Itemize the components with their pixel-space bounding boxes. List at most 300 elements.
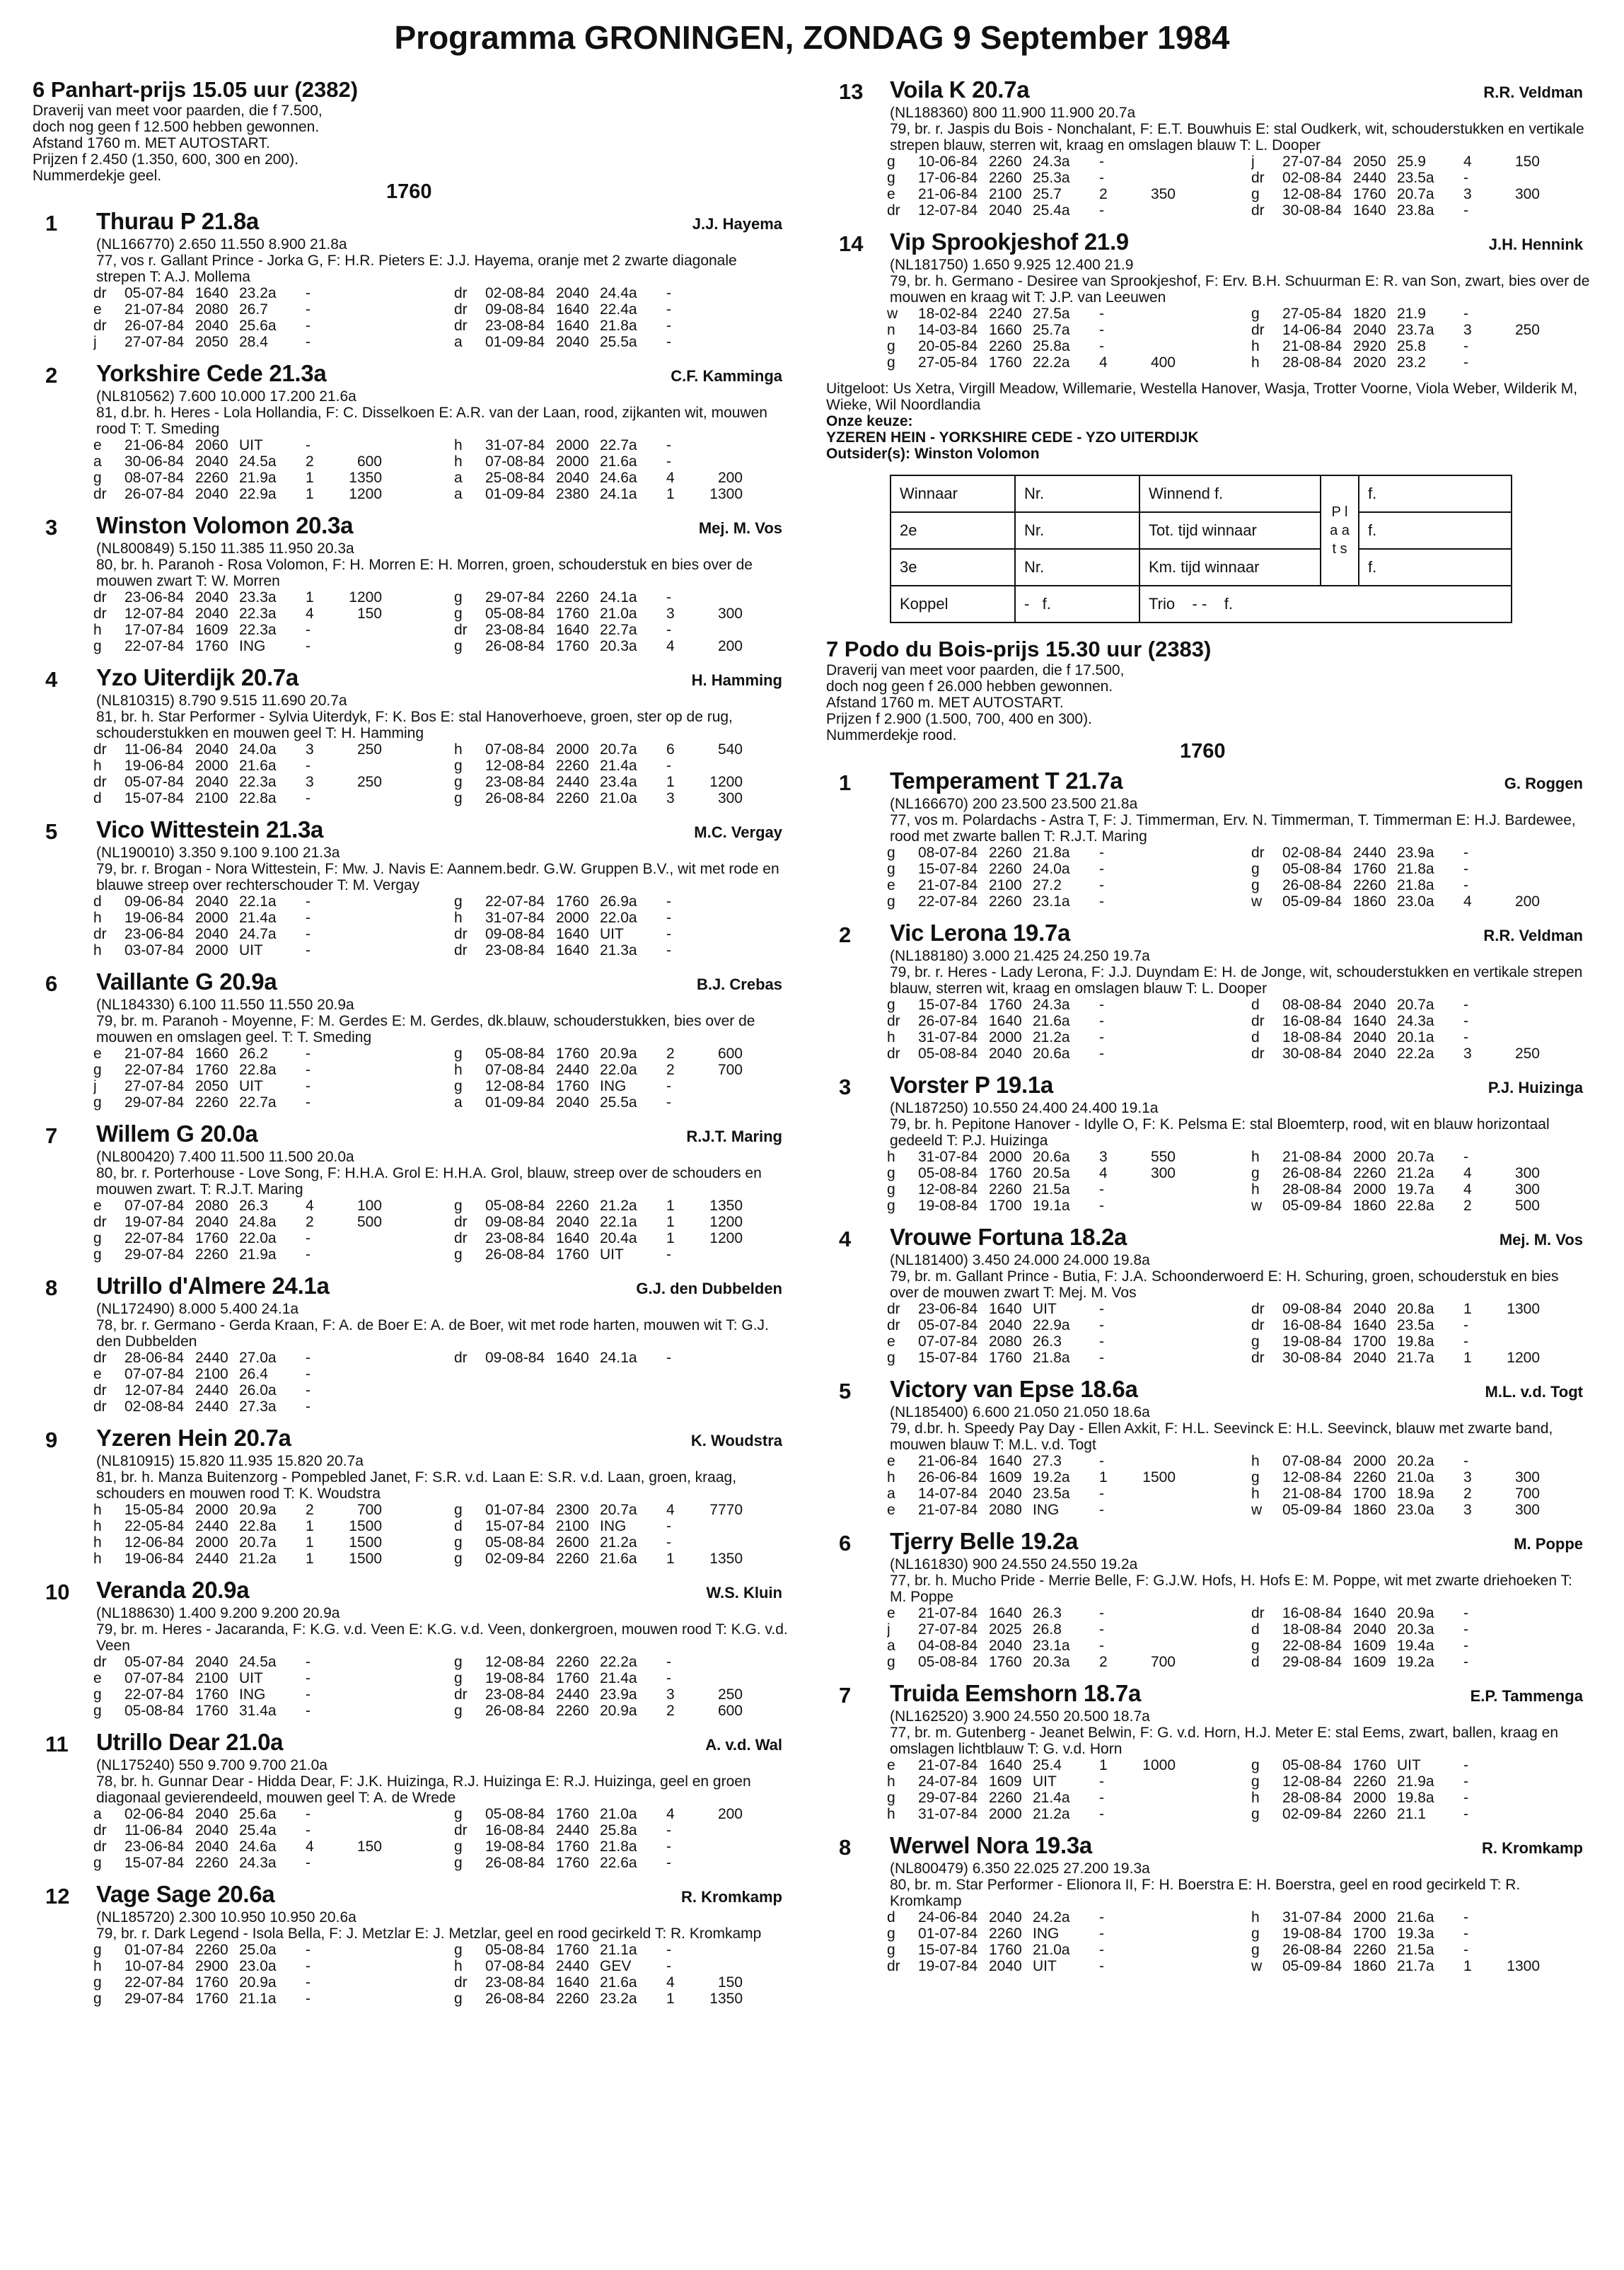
result-row (1251, 1453, 1604, 1469)
result-cell: 31-07-84 (918, 1149, 978, 1165)
result-row (1251, 1333, 1604, 1350)
result-cell: 27.3a (239, 1399, 277, 1415)
result-cell (746, 1654, 804, 1670)
result-cell: 24.0a (239, 741, 277, 758)
horse-number: 14 (839, 231, 864, 256)
result-cell: - (666, 1094, 671, 1111)
result-cell (1137, 1453, 1178, 1469)
horse-name: Winston Volomon 20.3a (96, 512, 354, 538)
result-form-table (890, 475, 1512, 623)
result-cell (385, 486, 443, 502)
result-cell: 4 (666, 638, 675, 654)
result-cell (1137, 1605, 1178, 1621)
result-row (93, 1958, 443, 1974)
result-cell: dr (454, 1822, 468, 1838)
result-cell: 21.4a (600, 758, 637, 774)
dash: - (1024, 595, 1030, 613)
result-cell: 21.8a (600, 318, 637, 334)
horse-stats: (NL188360) 800 11.900 11.900 20.7a (890, 105, 1136, 121)
result-cell: 22.9a (1033, 1317, 1070, 1333)
result-cell: - (666, 453, 671, 470)
result-cell: j (93, 334, 97, 350)
result-cell: 300 (1514, 1165, 1540, 1181)
result-cell (1502, 1317, 1543, 1333)
result-row (93, 926, 443, 942)
result-cell: 25.4 (1033, 1757, 1062, 1773)
result-row (93, 1350, 443, 1366)
result-cell: 20.1a (1397, 1029, 1434, 1046)
horse-number: 2 (839, 922, 852, 947)
result-cell: g (887, 338, 895, 354)
result-cell: g (93, 1703, 102, 1719)
result-cell (704, 1399, 746, 1415)
horse-header (33, 360, 804, 388)
result-cell: 250 (356, 741, 382, 758)
result-row (1251, 1165, 1604, 1181)
result-row (93, 1942, 443, 1958)
result-cell: g (454, 790, 463, 806)
result-cell (344, 893, 385, 910)
result-cell (385, 622, 443, 638)
result-cell (385, 301, 443, 318)
horse-name: Tjerry Belle 19.2a (890, 1528, 1079, 1554)
result-cell: 23.1a (1033, 1638, 1070, 1654)
result-cell (746, 1382, 804, 1399)
result-cell: 1760 (556, 1838, 589, 1855)
horse-stats: (NL162520) 3.900 24.550 20.500 18.7a (890, 1708, 1150, 1725)
horse-header (826, 1680, 1604, 1708)
result-cell: 1760 (556, 606, 589, 622)
result-row (454, 1654, 804, 1670)
result-cell: 2 (666, 1703, 675, 1719)
result-cell: 2900 (195, 1958, 228, 1974)
result-cell: - (306, 1806, 311, 1822)
horse-entry (33, 1881, 804, 2007)
result-row (1251, 1654, 1604, 1670)
result-cell (385, 1806, 443, 1822)
result-cell: 22-07-84 (124, 1974, 185, 1991)
result-cell: e (93, 437, 102, 453)
result-cell: 26-08-84 (1282, 1942, 1342, 1958)
result-row (454, 926, 804, 942)
result-cell (344, 1062, 385, 1078)
horse-name: Utrillo Dear 21.0a (96, 1729, 284, 1755)
result-cell: 23-08-84 (485, 318, 545, 334)
result-cell (704, 893, 746, 910)
result-cell (1543, 1046, 1604, 1062)
result-cell: g (454, 1246, 463, 1263)
result-cell: 2440 (556, 774, 589, 790)
result-cell: 22.8a (1397, 1198, 1434, 1214)
horse-stats: (NL810562) 7.600 10.000 17.200 21.6a (96, 388, 356, 405)
result-cell (344, 1686, 385, 1703)
result-cell (385, 741, 443, 758)
result-row (1251, 861, 1604, 877)
result-row (454, 1062, 804, 1078)
result-cell (1502, 1757, 1543, 1773)
result-cell (1178, 1942, 1240, 1958)
result-cell (1543, 1942, 1604, 1958)
result-row (93, 589, 443, 606)
result-cell: h (93, 1518, 102, 1534)
result-cell (704, 453, 746, 470)
result-cell: 2040 (195, 606, 228, 622)
result-cell: - (1463, 338, 1468, 354)
result-cell: 3 (306, 774, 314, 790)
result-cell: 23.2a (239, 285, 277, 301)
result-row (1251, 1757, 1604, 1773)
result-cell: 1760 (989, 1350, 1022, 1366)
result-cell: - (666, 1518, 671, 1534)
result-cell: 3 (306, 741, 314, 758)
result-cell: 19-08-84 (918, 1198, 978, 1214)
result-cell (385, 942, 443, 959)
result-cell (746, 1246, 804, 1263)
horse-name: Temperament T 21.7a (890, 768, 1123, 794)
result-cell (746, 1094, 804, 1111)
result-cell (704, 1855, 746, 1871)
result-cell: 31-07-84 (1282, 1909, 1342, 1926)
result-cell: 19.8a (1397, 1333, 1434, 1350)
result-cell (1178, 893, 1240, 910)
result-cell: 1 (306, 1518, 314, 1534)
result-cell: g (93, 1094, 102, 1111)
result-cell: 24.0a (1033, 861, 1070, 877)
horse-stats: (NL166670) 200 23.500 23.500 21.8a (890, 796, 1138, 812)
result-cell: 1640 (556, 1974, 589, 1991)
result-cell: 1640 (989, 1453, 1022, 1469)
result-row (887, 1453, 1240, 1469)
result-row (454, 1855, 804, 1871)
result-cell: dr (93, 1838, 107, 1855)
result-cell: 600 (717, 1703, 743, 1719)
result-cell: 2000 (1353, 1909, 1386, 1926)
result-row (1251, 997, 1604, 1013)
result-cell: 25.0a (239, 1942, 277, 1958)
horse-list (826, 76, 1604, 371)
result-cell (746, 1399, 804, 1415)
result-cell (1178, 1958, 1240, 1974)
result-row (887, 354, 1240, 371)
result-row (93, 774, 443, 790)
result-cell: 1000 (1142, 1757, 1176, 1773)
result-cell: 05-08-84 (918, 1165, 978, 1181)
result-row (1251, 186, 1604, 202)
result-row (454, 606, 804, 622)
result-cell: d (454, 1518, 463, 1534)
result-cell: - (1463, 354, 1468, 371)
result-row (887, 1909, 1240, 1926)
result-cell: 19-06-84 (124, 910, 185, 926)
horse-name: Vrouwe Fortuna 18.2a (890, 1224, 1127, 1250)
result-row (454, 774, 804, 790)
result-cell: 21.3a (600, 942, 637, 959)
result-cell: 21.5a (1397, 1942, 1434, 1958)
result-cell: 2260 (989, 1181, 1022, 1198)
result-row (1251, 893, 1604, 910)
result-row (887, 306, 1240, 322)
horse-stats: (NL181400) 3.450 24.000 24.000 19.8a (890, 1252, 1150, 1268)
result-row (887, 1621, 1240, 1638)
horse-entry (33, 360, 804, 502)
result-cell (385, 910, 443, 926)
table-cell: Km. tijd winnaar (1139, 549, 1321, 586)
result-cell (344, 1399, 385, 1415)
result-cell: 20.7a (239, 1534, 277, 1551)
result-cell: g (454, 1703, 463, 1719)
result-cell: dr (454, 301, 468, 318)
result-cell: 1640 (556, 926, 589, 942)
result-cell (704, 1366, 746, 1382)
result-cell: - (306, 1974, 311, 1991)
result-cell (704, 1654, 746, 1670)
result-row (454, 1382, 804, 1399)
horse-header (826, 76, 1604, 105)
result-cell: h (887, 1469, 895, 1486)
result-cell: g (887, 1350, 895, 1366)
result-cell: ING (239, 638, 266, 654)
result-cell: dr (887, 202, 900, 219)
result-cell (1137, 1301, 1178, 1317)
result-cell: - (666, 589, 671, 606)
result-cell: 21-07-84 (918, 1757, 978, 1773)
result-row (93, 301, 443, 318)
result-cell: - (1099, 1013, 1104, 1029)
result-cell: 4 (306, 1198, 314, 1214)
result-cell: 22.0a (600, 910, 637, 926)
result-cell: 25.5a (600, 334, 637, 350)
result-cell (704, 1246, 746, 1263)
result-row (454, 1399, 804, 1415)
result-cell: UIT (600, 1246, 624, 1263)
result-cell (666, 1382, 704, 1399)
result-cell (1543, 1502, 1604, 1518)
result-cell (385, 1046, 443, 1062)
result-cell: 14-07-84 (918, 1486, 978, 1502)
result-cell: 100 (356, 1198, 382, 1214)
result-cell: 23-06-84 (124, 926, 185, 942)
horse-name: Vico Wittestein 21.3a (96, 816, 324, 842)
result-cell: 28-06-84 (124, 1350, 185, 1366)
result-cell: 29-07-84 (485, 589, 545, 606)
result-cell: 2040 (556, 470, 589, 486)
result-cell: 26-06-84 (918, 1469, 978, 1486)
result-cell (1178, 1757, 1240, 1773)
result-cell (1178, 1301, 1240, 1317)
result-cell: h (93, 942, 102, 959)
result-cell: 2260 (556, 1198, 589, 1214)
result-cell: 24.3a (1033, 997, 1070, 1013)
result-cell: 2260 (989, 1790, 1022, 1806)
result-cell (385, 638, 443, 654)
result-cell: h (887, 1773, 895, 1790)
result-row (887, 170, 1240, 186)
horse-description: 79, br. r. Brogan - Nora Wittestein, F: Mw. J. Navis E: Aannem.bedr. G.W. Gruppen B.V., wit met rode en blauwe streep over rechterschouder T: M. Vergay (96, 861, 779, 893)
result-cell: 1 (1463, 1350, 1472, 1366)
horse-number: 7 (45, 1123, 58, 1148)
result-cell: 2100 (195, 1670, 228, 1686)
result-cell: ING (1033, 1502, 1060, 1518)
result-cell: g (454, 774, 463, 790)
result-cell: 2040 (195, 1822, 228, 1838)
result-cell: 21.2a (239, 1551, 277, 1567)
result-cell: d (887, 1909, 895, 1926)
result-row (1251, 1909, 1604, 1926)
result-cell: 19-07-84 (124, 1214, 185, 1230)
result-cell: 01-09-84 (485, 334, 545, 350)
result-cell: 1350 (709, 1991, 743, 2007)
result-cell (746, 638, 804, 654)
results-grid (93, 1806, 804, 1871)
result-cell: 200 (717, 1806, 743, 1822)
horse-description: 77, br. h. Mucho Pride - Merrie Belle, F: G.J.W. Hofs, H. Hofs E: M. Poppe, wit met zwarte driehoeken T: M. Poppe (890, 1573, 1572, 1605)
result-cell: UIT (1397, 1757, 1421, 1773)
horse-number: 2 (45, 363, 58, 388)
result-cell (1502, 877, 1543, 893)
result-cell: - (1099, 154, 1104, 170)
result-cell (344, 1703, 385, 1719)
result-cell: a (887, 1638, 895, 1654)
result-cell: 11-06-84 (124, 1822, 183, 1838)
result-cell: 2040 (195, 1806, 228, 1822)
result-cell: g (454, 1991, 463, 2007)
result-cell: g (93, 1686, 102, 1703)
result-cell: - (666, 758, 671, 774)
result-cell: 7770 (709, 1502, 743, 1518)
result-row (887, 1198, 1240, 1214)
results-grid (93, 1046, 804, 1111)
result-cell (1178, 1029, 1240, 1046)
horse-number: 13 (839, 79, 864, 104)
result-cell: a (454, 1094, 463, 1111)
result-cell: 2040 (989, 1909, 1022, 1926)
result-cell (704, 589, 746, 606)
result-cell: 2025 (989, 1621, 1022, 1638)
result-cell: 21.0a (600, 790, 637, 806)
result-cell (746, 1502, 804, 1518)
result-cell: 27-07-84 (918, 1621, 978, 1638)
result-cell (1543, 322, 1604, 338)
result-row (454, 1078, 804, 1094)
result-cell (1178, 322, 1240, 338)
result-row (93, 1382, 443, 1399)
result-cell: 03-07-84 (124, 942, 185, 959)
result-cell: 26-08-84 (485, 1246, 545, 1263)
result-cell: 1 (306, 470, 314, 486)
result-cell: 15-07-84 (918, 997, 978, 1013)
results-grid (887, 1453, 1604, 1518)
result-cell: 2380 (556, 486, 589, 502)
table-cell (1139, 586, 1512, 622)
result-cell: h (454, 910, 463, 926)
horse-header (33, 1577, 804, 1605)
horse-entry (33, 1425, 804, 1567)
result-cell: 1640 (989, 1013, 1022, 1029)
result-cell: - (1099, 322, 1104, 338)
result-cell: g (887, 845, 895, 861)
result-cell: g (887, 861, 895, 877)
result-cell: 150 (356, 1838, 382, 1855)
result-cell: 24.1a (600, 589, 637, 606)
result-cell: 1200 (709, 774, 743, 790)
result-cell (746, 893, 804, 910)
result-row (454, 1046, 804, 1062)
result-cell: g (887, 170, 895, 186)
result-cell (1178, 1317, 1240, 1333)
horse-entry (826, 920, 1604, 1062)
result-cell: 20.9a (600, 1046, 637, 1062)
result-cell: 1700 (1353, 1333, 1386, 1350)
result-cell (1543, 997, 1604, 1013)
horse-number: 1 (839, 770, 852, 795)
result-cell (746, 758, 804, 774)
result-cell: - (1099, 306, 1104, 322)
horse-description: 77, vos r. Gallant Prince - Jorka G, F: H.R. Pieters E: J.J. Hayema, oranje met 2 zwarte diagonale strepen T: A.J. Mollema (96, 253, 737, 285)
result-cell: ING (600, 1078, 627, 1094)
result-cell (746, 334, 804, 350)
result-cell: dr (1251, 1046, 1265, 1062)
horse-name: Yzeren Hein 20.7a (96, 1425, 291, 1451)
result-cell: 1760 (556, 1046, 589, 1062)
result-cell: e (93, 301, 102, 318)
result-row (93, 437, 443, 453)
result-cell: dr (454, 942, 468, 959)
result-cell: 26-08-84 (485, 638, 545, 654)
result-cell: 23.5a (1397, 170, 1434, 186)
result-cell: 02-08-84 (1282, 845, 1342, 861)
result-cell (1543, 1926, 1604, 1942)
horse-description: 80, br. r. Porterhouse - Love Song, F: H.H.A. Grol E: H.H.A. Grol, blauw, streep over de schouders en mouwen zwart. T: R.J.T. Maring (96, 1165, 762, 1198)
result-cell: 1860 (1353, 1502, 1386, 1518)
result-cell: 28-08-84 (1282, 1181, 1342, 1198)
result-cell (385, 1382, 443, 1399)
result-cell: a (454, 334, 463, 350)
result-cell: 18-08-84 (1282, 1621, 1342, 1638)
result-cell: 22-07-84 (485, 893, 545, 910)
result-cell: 1760 (556, 1855, 589, 1871)
result-cell: - (666, 622, 671, 638)
result-cell: 21.6a (600, 1551, 637, 1567)
result-cell: 2040 (195, 1838, 228, 1855)
result-cell: 22.1a (600, 1214, 637, 1230)
result-cell: 1640 (556, 1350, 589, 1366)
result-cell: 02-09-84 (1282, 1806, 1342, 1822)
result-cell (1137, 202, 1178, 219)
result-row (887, 1149, 1240, 1165)
result-cell: - (306, 285, 311, 301)
race-header-7 (826, 636, 1604, 762)
result-cell: 05-09-84 (1282, 1958, 1342, 1974)
result-cell: 05-08-84 (124, 1703, 185, 1719)
result-cell: 2260 (1353, 1165, 1386, 1181)
result-cell: g (454, 1198, 463, 1214)
result-cell: - (1463, 1790, 1468, 1806)
result-cell: 01-07-84 (485, 1502, 545, 1518)
result-cell: w (1251, 1958, 1263, 1974)
result-cell: 21-06-84 (124, 437, 185, 453)
result-cell: 09-08-84 (485, 301, 545, 318)
race-condition: Prijzen f 2.900 (1.500, 700, 400 en 300). (826, 711, 1092, 727)
result-cell: h (93, 622, 102, 638)
result-cell: 1300 (1507, 1301, 1540, 1317)
horse-entry (33, 664, 804, 806)
result-cell: 250 (1514, 322, 1540, 338)
result-cell: g (1251, 1165, 1260, 1181)
keuze-text: YZEREN HEIN - YORKSHIRE CEDE - YZO UITERDIJK (826, 429, 1199, 446)
result-cell: - (1099, 1486, 1104, 1502)
result-cell: 150 (1514, 154, 1540, 170)
result-row (454, 1958, 804, 1974)
